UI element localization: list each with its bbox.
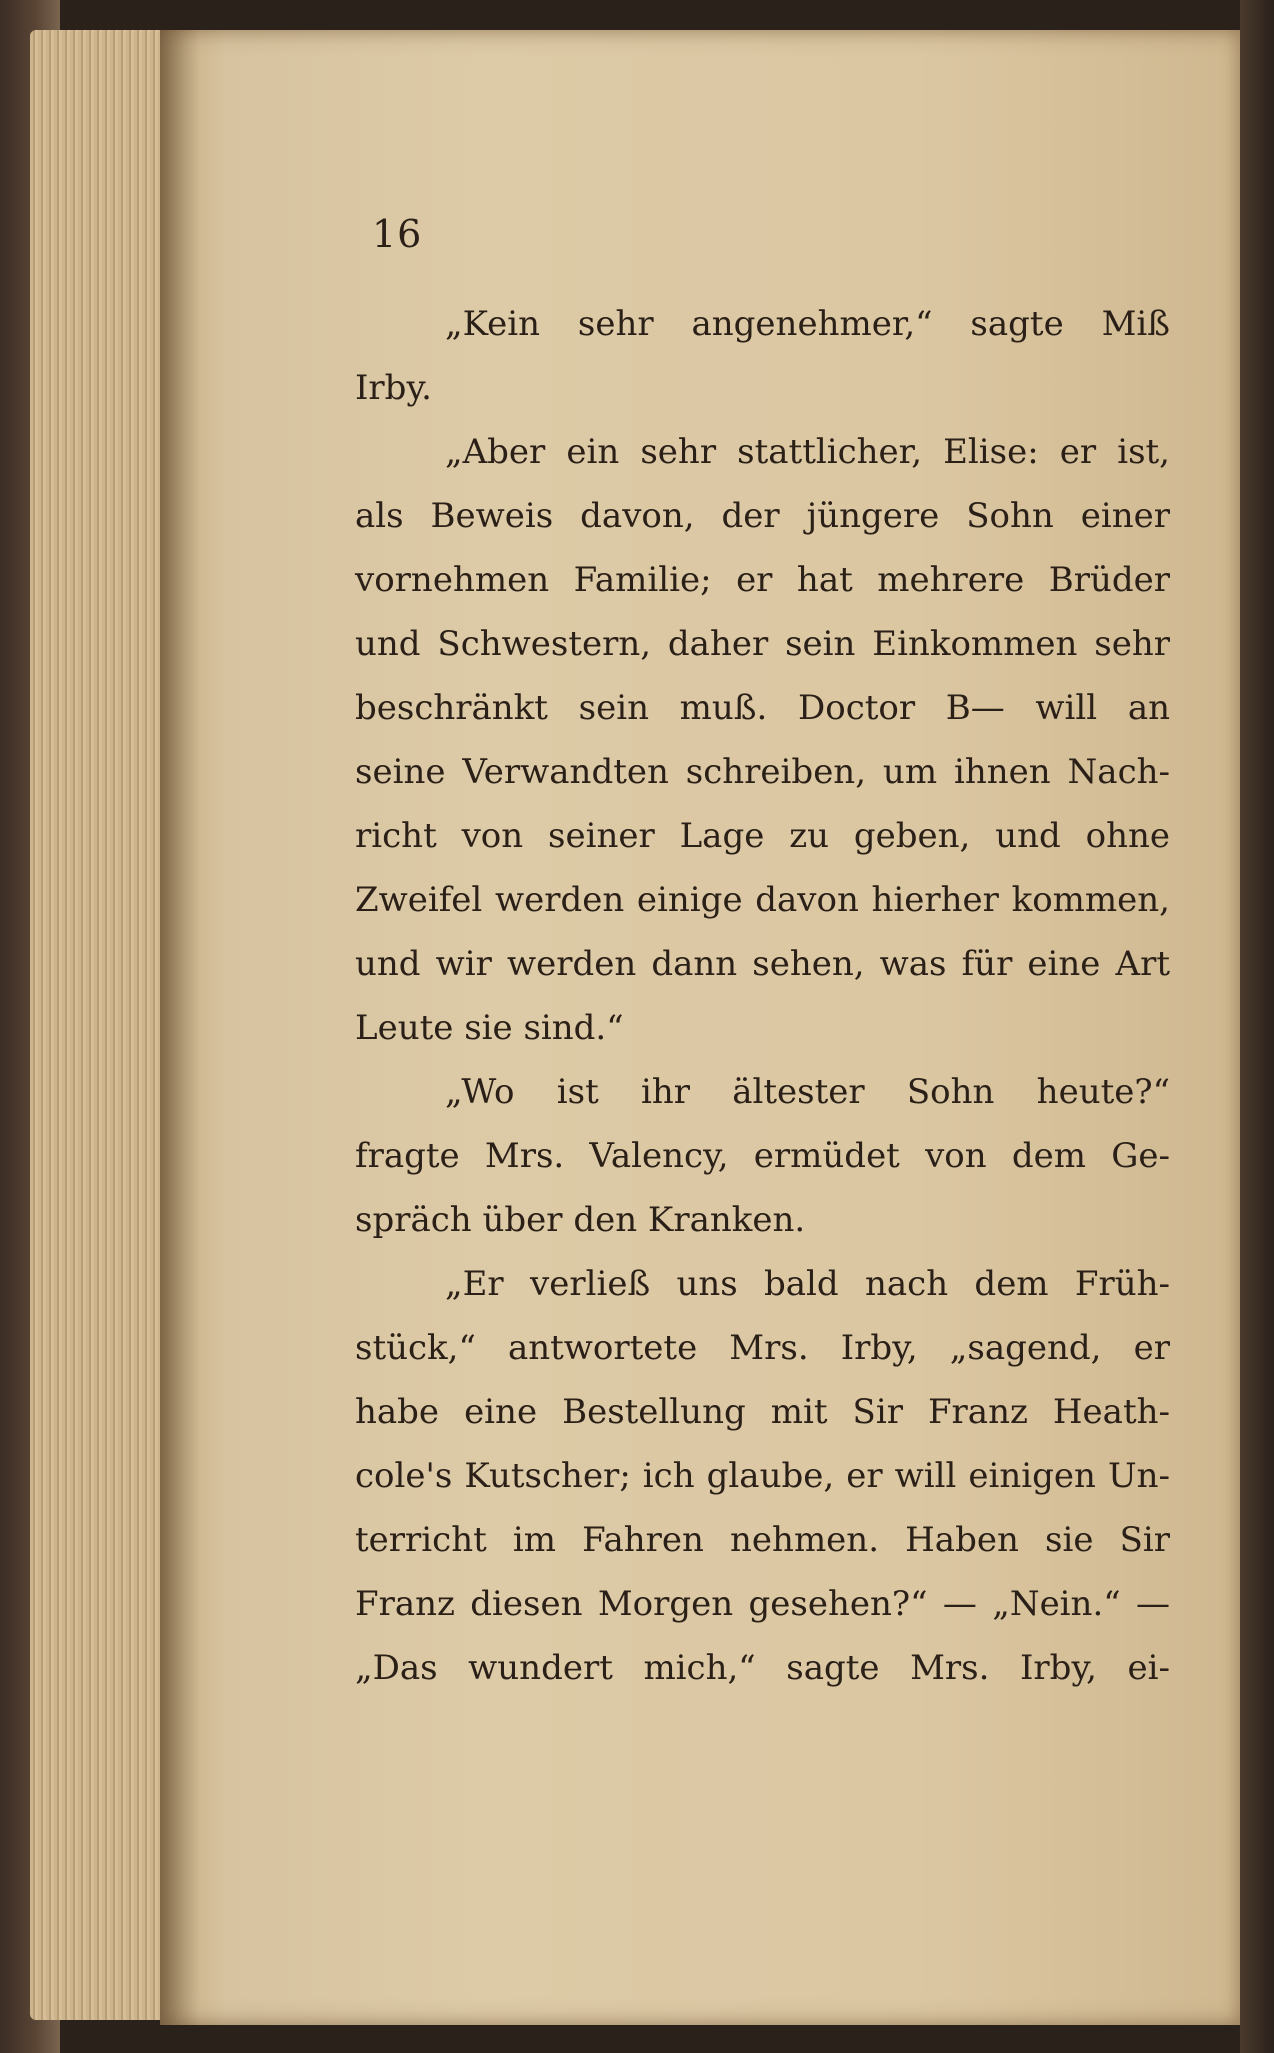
body-text [355, 292, 1170, 1700]
text-line: und wir werden dann sehen, was für eine Art [355, 944, 1170, 984]
text-line: terricht im Fahren nehmen. Haben sie Sir [355, 1520, 1170, 1560]
page-number: 16 [372, 212, 423, 256]
book-right-edge [1240, 0, 1274, 2053]
text-line: beschränkt sein muß. Doctor B— will an [355, 688, 1170, 728]
text-line: seine Verwandten schreiben, um ihnen Nach- [355, 752, 1170, 792]
text-line: „Aber ein sehr stattlicher, Elise: er ist, [445, 432, 1170, 472]
text-line: „Er verließ uns bald nach dem Früh- [445, 1264, 1170, 1304]
text-line: Leute sie sind.“ [355, 1008, 624, 1048]
text-line: Irby. [355, 368, 432, 408]
gutter-shadow [160, 30, 200, 2025]
text-line: „Wo ist ihr ältester Sohn heute?“ [445, 1072, 1170, 1112]
text-line: vornehmen Familie; er hat mehrere Brüder [355, 560, 1170, 600]
text-line: spräch über den Kranken. [355, 1200, 806, 1240]
text-line: als Beweis davon, der jüngere Sohn einer [355, 496, 1170, 536]
page-stack [30, 30, 180, 2020]
text-line: Zweifel werden einige davon hierher kommen, [355, 880, 1170, 920]
text-line: Franz diesen Morgen gesehen?“ — „Nein.“ — [355, 1584, 1170, 1624]
text-line: stück,“ antwortete Mrs. Irby, „sagend, er [355, 1328, 1170, 1368]
text-line: habe eine Bestellung mit Sir Franz Heath- [355, 1392, 1170, 1432]
text-line: und Schwestern, daher sein Einkommen sehr [355, 624, 1170, 664]
text-line: fragte Mrs. Valency, ermüdet von dem Ge- [355, 1136, 1170, 1176]
text-line: richt von seiner Lage zu geben, und ohne [355, 816, 1170, 856]
text-line: cole's Kutscher; ich glaube, er will einigen Un- [355, 1456, 1170, 1496]
text-line: „Kein sehr angenehmer,“ sagte Miß [445, 304, 1170, 344]
text-line: „Das wundert mich,“ sagte Mrs. Irby, ei- [355, 1648, 1170, 1688]
